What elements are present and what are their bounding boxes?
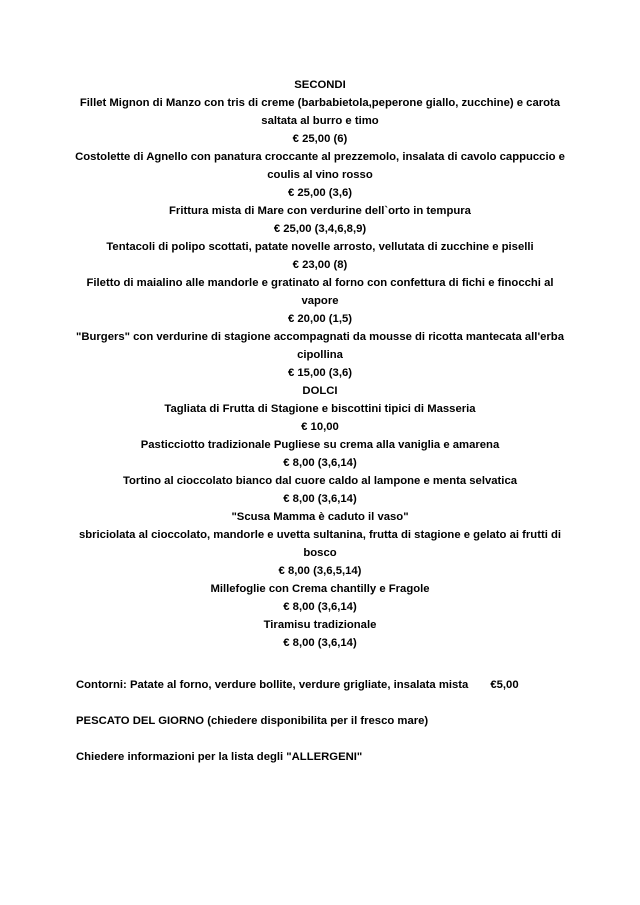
pescato-del-giorno: PESCATO DEL GIORNO (chiedere disponibilita per il fresco mare) [76, 715, 429, 727]
dish-name-line: Costolette di Agnello con panatura croccante al prezzemolo, insalata di cavolo cappuccio e [75, 151, 565, 163]
dish-price: € 8,00 (3,6,14) [283, 493, 357, 505]
dish-name-line: bosco [303, 547, 337, 559]
dish-name-line: "Scusa Mamma è caduto il vaso" [231, 511, 409, 523]
allergeni-note: Chiedere informazioni per la lista degli "ALLERGENI" [76, 751, 363, 763]
menu-item [70, 616, 570, 652]
section-heading-secondi: SECONDI [294, 79, 346, 91]
section-heading-dolci: DOLCI [302, 385, 338, 397]
dish-name-line: cipollina [297, 349, 343, 361]
dish-price: € 10,00 [301, 421, 339, 433]
menu-item [70, 508, 570, 580]
menu-item [70, 274, 570, 328]
dish-name-line: Tagliata di Frutta di Stagione e biscottini tipici di Masseria [164, 403, 476, 415]
dish-price: € 8,00 (3,6,14) [283, 601, 357, 613]
dish-name-line: Pasticciotto tradizionale Pugliese su crema alla vaniglia e amarena [140, 439, 500, 451]
secondi-list [70, 94, 570, 382]
menu-item [70, 580, 570, 616]
contorni-text: Contorni: Patate al forno, verdure bollite, verdure grigliate, insalata mista [76, 679, 469, 691]
dish-name-line: Millefoglie con Crema chantilly e Fragole [210, 583, 430, 595]
dish-name-line: saltata al burro e timo [261, 115, 379, 127]
dish-name-line: "Burgers" con verdurine di stagione accompagnati da mousse di ricotta mantecata all'erba [75, 331, 564, 343]
menu-item [70, 94, 570, 148]
dish-price: € 15,00 (3,6) [287, 367, 353, 379]
dish-price: € 8,00 (3,6,14) [283, 637, 357, 649]
menu-item [70, 202, 570, 238]
dish-price: € 20,00 (1,5) [287, 313, 353, 325]
menu-body [70, 76, 570, 652]
menu-item [70, 400, 570, 436]
dish-price: € 8,00 (3,6,5,14) [278, 565, 362, 577]
dish-name-line: Filetto di maialino alle mandorle e gratinato al forno con confettura di fichi e finocchi al [86, 277, 554, 289]
dolci-list [70, 400, 570, 652]
menu-item [70, 436, 570, 472]
dish-name-line: Tentacoli di polipo scottati, patate novelle arrosto, vellutata di zucchine e piselli [106, 241, 534, 253]
dish-name-line: vapore [301, 295, 339, 307]
dish-name-line: sbriciolata al cioccolato, mandorle e uvetta sultanina, frutta di stagione e gelato ai frutti di [78, 529, 562, 541]
contorni-line [76, 676, 519, 694]
dish-price: € 25,00 (3,4,6,8,9) [273, 223, 367, 235]
dish-name-line: coulis al vino rosso [267, 169, 373, 181]
dish-name-line: Fillet Mignon di Manzo con tris di creme (barbabietola,peperone giallo, zucchine) e carota [79, 97, 561, 109]
dish-price: € 25,00 (6) [292, 133, 348, 145]
menu-item [70, 328, 570, 382]
dish-price: € 23,00 (8) [292, 259, 348, 271]
dish-price: € 25,00 (3,6) [287, 187, 353, 199]
menu-item [70, 472, 570, 508]
menu-item [70, 238, 570, 274]
menu-item [70, 148, 570, 202]
contorni-price: €5,00 [490, 679, 519, 691]
dish-price: € 8,00 (3,6,14) [283, 457, 357, 469]
dish-name-line: Frittura mista di Mare con verdurine dell`orto in tempura [169, 205, 471, 217]
dish-name-line: Tiramisu tradizionale [263, 619, 377, 631]
dish-name-line: Tortino al cioccolato bianco dal cuore caldo al lampone e menta selvatica [122, 475, 518, 487]
